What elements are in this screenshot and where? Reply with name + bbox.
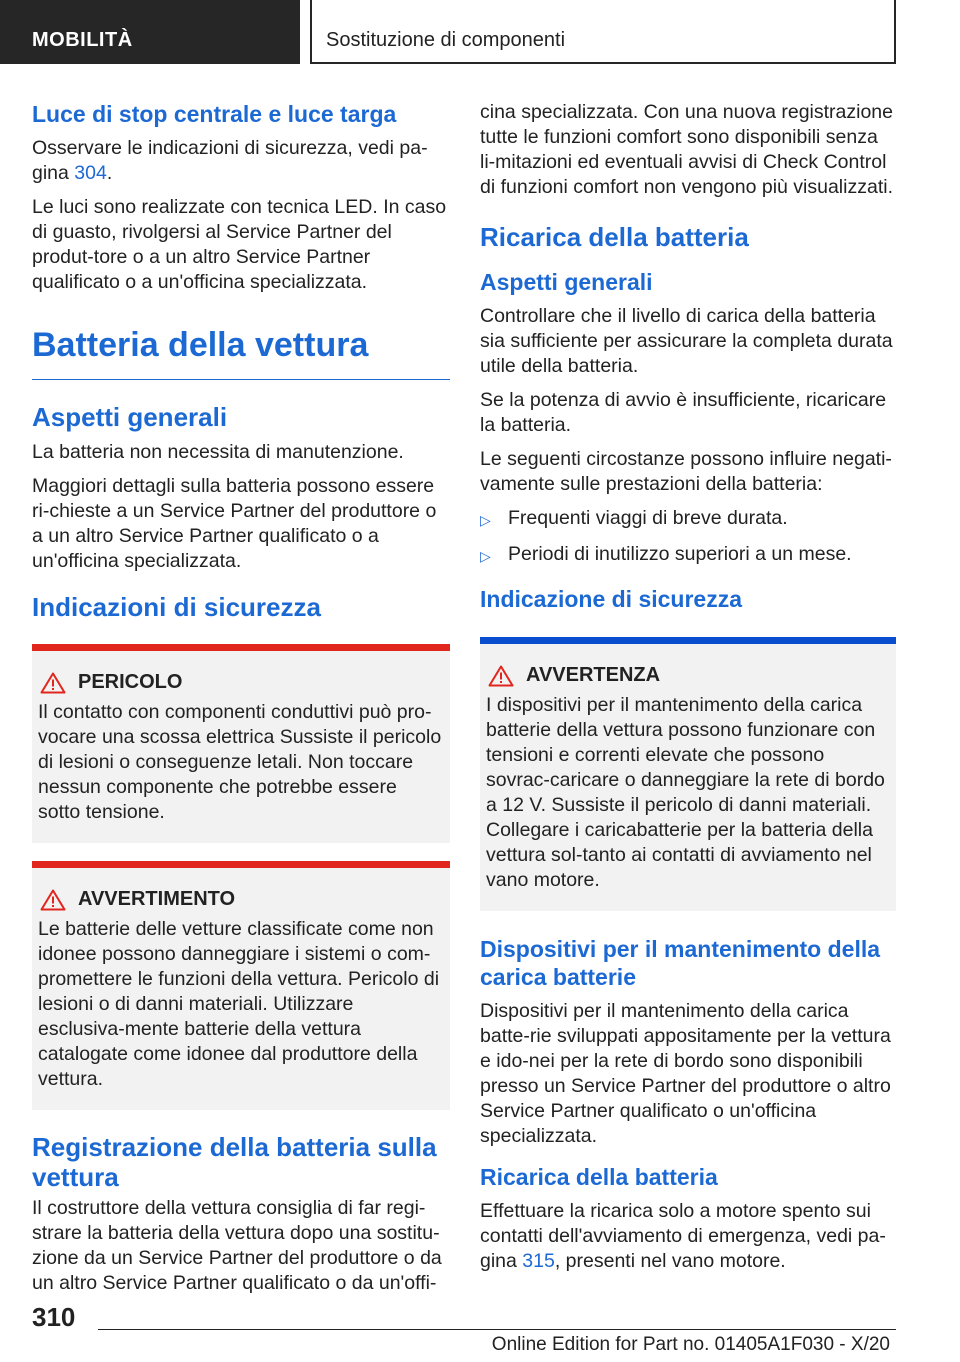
warning-label: AVVERTIMENTO [78, 888, 236, 910]
warning-triangle-icon [40, 889, 66, 911]
registration-continued-text: cina specializzata. Con una nuova registrazione tutte le funzioni comfort sono disponibili senza li-mitazioni ed eventuali avvisi di Check Control di funzioni comfort non vengono più visualizzati. [480, 101, 893, 198]
charging-procedure-text: Effettuare la ricarica solo a motore spento sui contatti dell'avviamento di emergenza, vedi pa-gina 315, presenti nel vano motore. [480, 1200, 886, 1272]
warning-text: Le batterie delle vetture classificate come non idonee possono danneggiare i sistemi o com-promettere le funzioni della vettura. Pericolo di lesioni o di danni materiali. Utilizzare esclusiva-mente batterie della vettura catalogate come idonee dal produttore della vettura. [38, 918, 440, 1090]
page-footer [0, 1296, 960, 1362]
edition-note: Online Edition for Part no. 01405A1F030 - X/20 [491, 1334, 890, 1355]
maintainer-text: Dispositivi per il mantenimento della carica batte-rie sviluppati appositamente per la vettura e ido-nei per la rete di bordo sono disponibili presso un Service Partner del produttore o altro Service Partner qualificato o un'officina specializzata. [480, 1000, 891, 1147]
danger-text: Il contatto con componenti conduttivi può pro-vocare una scossa elettrica Sussiste il pericolo di lesioni o conseguenze letali. Non toccare nessun componente che potrebbe essere sotto tensione. [38, 701, 442, 823]
warning-triangle-icon [40, 672, 66, 694]
general-heading: Aspetti generali [32, 402, 228, 432]
stop-light-safety-ref: Osservare le indicazioni di sicurezza, vedi pa-gina 304. [32, 137, 428, 184]
list-item: ▷ Frequenti viaggi di breve durata. [480, 506, 896, 533]
starting-power-text: Se la potenza di avvio è insufficiente, ricaricare la batteria. [480, 389, 887, 436]
footer-divider [98, 1329, 896, 1330]
right-column [480, 100, 896, 1283]
page-link-304[interactable]: 304 [74, 162, 107, 184]
registration-heading: Registrazione della batteria sulla vettura [32, 1132, 437, 1192]
caution-text: I dispositivi per il mantenimento della carica batterie della vettura possono funzionare con tensioni e correnti elevate che possono sovrac-caricare o danneggiare la rete di bordo a 12 V. Sussiste il pericolo di danni materiali. Collegare i caricabatterie per la batteria della vettura sol-tanto ai contatti di avviamento nel vano motore. [486, 694, 885, 891]
list-item: ▷ Periodi di inutilizzo superiori a un mese. [480, 542, 896, 569]
general-details-text: Maggiori dettagli sulla batteria possono essere ri-chieste a un Service Partner del produttore o a un altro Service Partner qualificato o a un'officina specializzata. [32, 475, 437, 572]
charging-procedure-heading: Ricarica della batteria [480, 1164, 718, 1190]
warning-triangle-icon [488, 665, 514, 687]
page-header [0, 0, 960, 64]
caution-label: AVVERTENZA [526, 664, 661, 686]
stop-light-heading: Luce di stop centrale e luce targa [32, 101, 397, 127]
stop-light-led-text: Le luci sono realizzate con tecnica LED. In caso di guasto, rivolgersi al Service Partner del produt-tore o a un altro Service Partner qualificato o a un'officina specializzata. [32, 196, 447, 293]
caution-box [480, 637, 896, 911]
charging-section-heading: Ricarica della batteria [480, 222, 749, 252]
triangle-bullet-icon: ▷ [480, 512, 491, 528]
danger-box [32, 644, 450, 843]
left-column [32, 100, 450, 1305]
battery-section-title: Batteria della vettura [32, 325, 450, 380]
triangle-bullet-icon: ▷ [480, 548, 491, 564]
general-maintenance-text: La batteria non necessita di manutenzione. [32, 441, 404, 463]
danger-label: PERICOLO [78, 671, 183, 693]
circumstances-text: Le seguenti circostanze possono influire negati-vamente sulle prestazioni della batteria: [480, 448, 892, 495]
maintainer-heading: Dispositivi per il mantenimento della carica batterie [480, 936, 881, 990]
charging-general-heading: Aspetti generali [480, 269, 653, 295]
page-link-315[interactable]: 315 [522, 1250, 555, 1272]
charging-level-text: Controllare che il livello di carica della batteria sia sufficiente per assicurare la completa durata utile della batteria. [480, 305, 893, 377]
section-tab[interactable]: MOBILITÀ [0, 0, 300, 64]
safety-heading: Indicazioni di sicurezza [32, 592, 321, 622]
warning-box [32, 861, 450, 1110]
charging-safety-heading: Indicazione di sicurezza [480, 586, 743, 612]
registration-text: Il costruttore della vettura consiglia di far regi-strare la batteria della vettura dopo una sostitu-zione da un Service Partner del produttore o da un altro Service Partner qualificato o da un'offi- [32, 1197, 442, 1294]
page-number: 310 [32, 1302, 76, 1332]
chapter-title: Sostituzione di componenti [310, 0, 896, 64]
